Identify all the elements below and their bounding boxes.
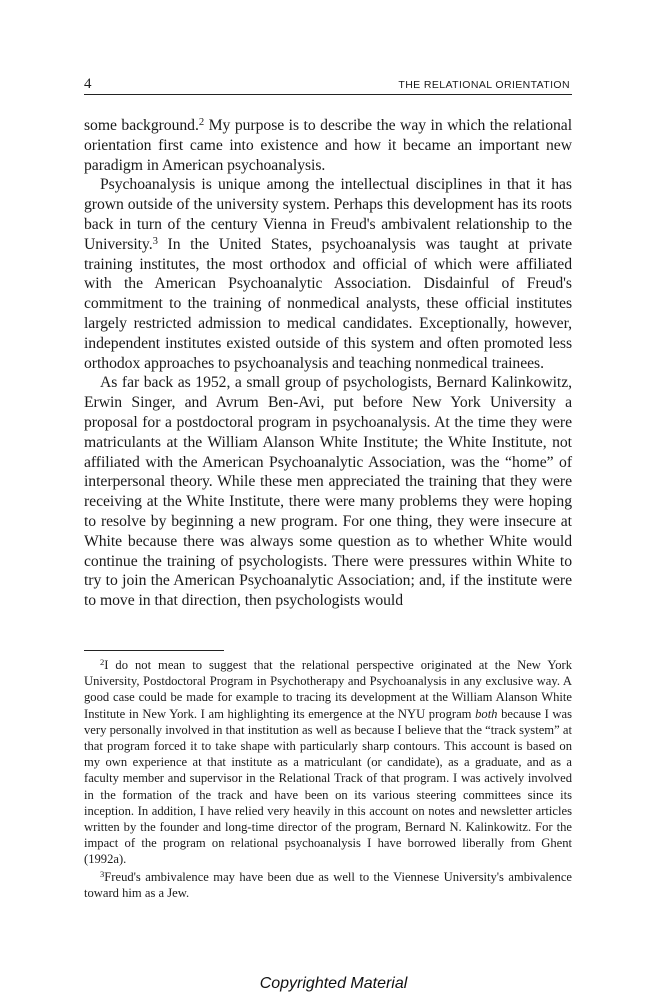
footnote-divider [84, 650, 224, 651]
paragraph-2 [84, 175, 572, 373]
footnote-3 [84, 869, 572, 901]
paragraph-1-start: some background. [84, 117, 199, 134]
copyright-watermark: Copyrighted Material [259, 975, 408, 992]
footnote-marker-3: 3 [100, 868, 105, 879]
footnotes [84, 657, 572, 901]
paragraph-1-rest: My purpose is to describe the way in which the relational orientation first came into existence and how it became an important new paradigm in American psychoanalysis. [84, 117, 573, 174]
running-head [84, 76, 572, 95]
footnote-2-start: I do not mean to suggest that the relational perspective originated at the New York University, Postdoctoral Program in Psychotherapy and Psychoanalysis in any exclusive way. A good case could be made for example to tracing its development at the William Alanson White Institute in New York. I am highlighting its emergence at the NYU program [84, 658, 572, 721]
footnote-ref-2: 2 [198, 115, 205, 128]
paragraph-3: As far back as 1952, a small group of psychologists, Bernard Kalinkowitz, Erwin Singer, and Avrum Ben-Avi, put before New York University a proposal for a postdoctoral program in psychoanalysis. At the time they were matriculants at the William Alanson White Institute; the White Institute, not affiliated with the American Psychoanalytic Association, was the “home” of interpersonal theory. While these men appreciated the training that they were receiving at the White Institute, there were many problems they were hoping to resolve by beginning a new program. For one thing, they were insecure at White because there was always some question as to whether White would continue the training of psychologists. There were pressures within White to try to join the American Psychoanalytic Association; and, if the institute were to move in that direction, then psychologists would [84, 374, 572, 610]
paragraph-1 [84, 116, 572, 175]
running-title: THE RELATIONAL ORIENTATION [398, 79, 570, 91]
paragraph-2-start: Psychoanalysis is unique among the intellectual disciplines in that it has grown outside of the university system. Perhaps this development has its roots back in turn of the century Vienna in Freud's ambivalent relationship to the University. [84, 176, 572, 253]
footnote-2-rest: because I was very personally involved in that institution as well as because I believe that the “track system” at that program forced it to take shape with particularly sharp contours. This account is based on my own experience at that institute as a matriculant (or candidate), as a graduate, and as a faculty member and supervisor in the Relational Track of that program. I was actively involved in the formation of the track and have been on its various steering committees since its inception. In addition, I have relied very heavily in this account on notes and newsletter articles written by the founder and long-time director of the program, Bernard N. Kalinkowitz. For the impact of the program on relational psychoanalysis I have borrowed liberally from Ghent (1992a). [84, 706, 572, 867]
page-number: 4 [84, 76, 92, 92]
footnote-2 [84, 657, 572, 868]
paragraph-2-rest: In the United States, psychoanalysis was taught at private training institutes, the most orthodox and official of which were affiliated with the American Psychoanalytic Association. Disdainful of Freud's commitment to the training of nonmedical analysts, these official institutes largely restricted admission to medical candidates. Exceptionally, however, independent institutes existed outside of this system and often promoted less orthodox approaches to psychoanalysis and teaching nonmedical trainees. [84, 235, 572, 372]
footnote-3-text: Freud's ambivalence may have been due as well to the Viennese University's ambivalence toward him as a Jew. [84, 869, 572, 900]
body-text [84, 116, 572, 611]
footnote-marker-2: 2 [100, 656, 105, 667]
footnote-2-emphasis: both [475, 706, 498, 721]
footnote-ref-3: 3 [152, 234, 158, 247]
